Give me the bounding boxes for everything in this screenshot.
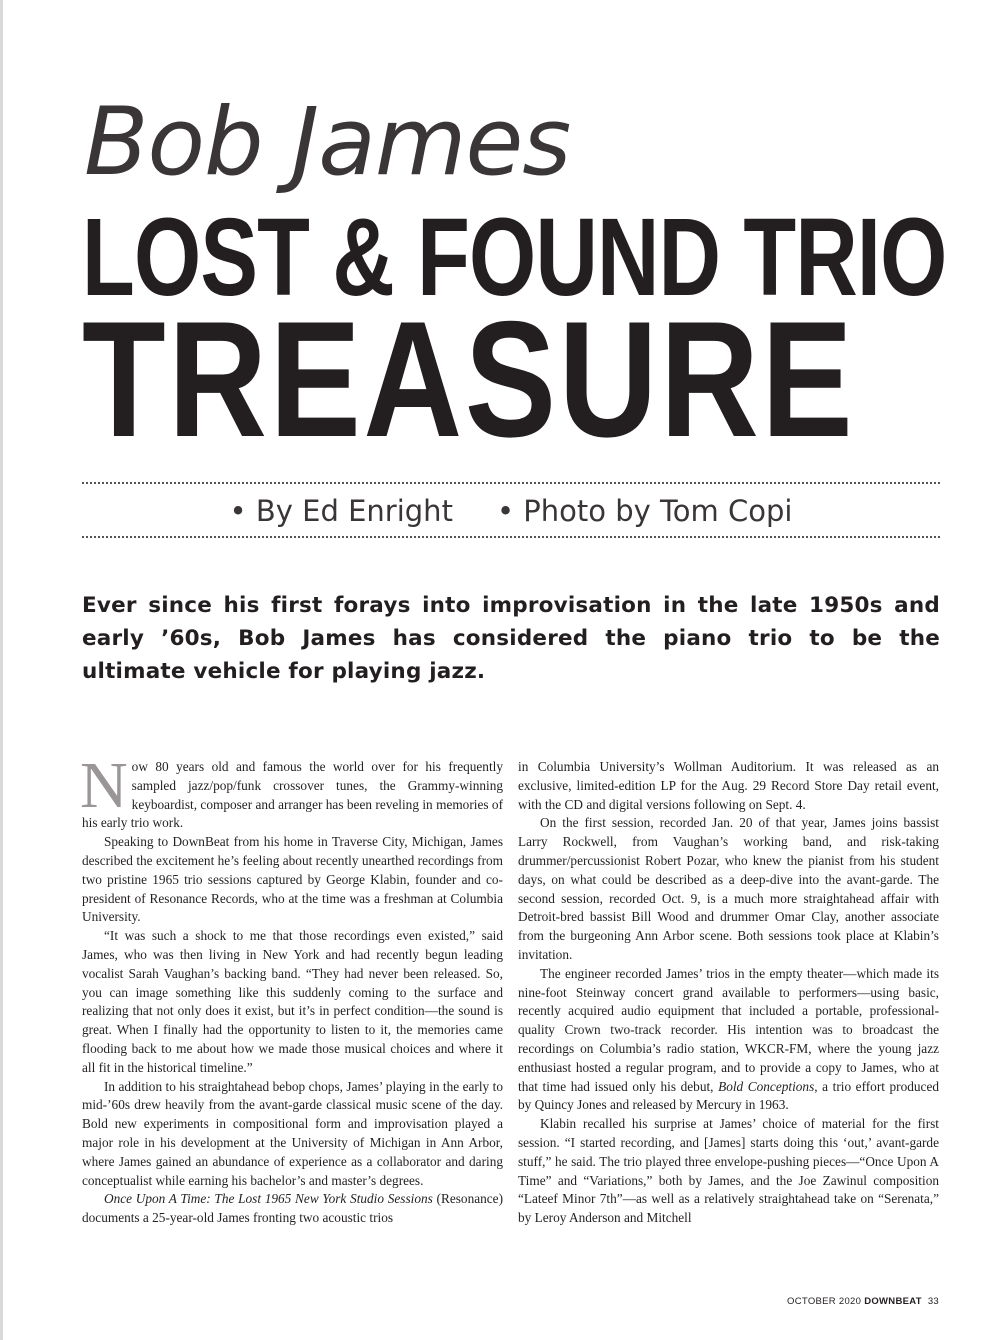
magazine-name: DOWNBEAT — [864, 1296, 922, 1307]
body-column-right — [518, 758, 939, 1228]
page-number: 33 — [927, 1296, 939, 1307]
headline-line-2: TREASURE — [82, 287, 856, 471]
issue-date: OCTOBER 2020 — [787, 1296, 862, 1307]
body-paragraph: In addition to his straightahead bebop chops, James’ playing in the early to mid-’60s drew heavily from the avant-garde classical music scene of the day. Bold new experiments in compositional form and improvisation played a major role in his development at the University of Michigan in Ann Arbor, where James gained an abundance of experience as a collaborator and daring conceptualist while earning his bachelor’s and master’s degrees. — [82, 1078, 503, 1188]
body-paragraph: Now 80 years old and famous the world over for his frequently sampled jazz/pop/funk crossover tunes, the Grammy-winning keyboardist, composer and arranger has been reveling in memories of his early trio work. — [80, 749, 503, 831]
byline: • By Ed Enright — [229, 494, 453, 528]
album-title: Bold Conceptions — [718, 1078, 815, 1094]
body-paragraph: The engineer recorded James’ trios in the empty theater—which made its nine-foot Steinway concert grand available to performers—using basic, recently acquired audio equipment that included a portable, professional-quality Crown two-track recorder. His intention was to broadcast the recordings on Columbia’s radio station, WKCR-FM, where the young jazz enthusiast hosted a regular program, and to provide a copy to James, who at that time had issued only his debut, Bold Conceptions, a trio effort produced by Quincy Jones and released by Mercury in 1963. — [518, 965, 940, 1113]
dotted-rule-bottom — [82, 536, 940, 538]
headline-line-1: LOST & FOUND TRIO — [82, 196, 947, 319]
article-kicker: Bob James — [84, 88, 571, 197]
body-paragraph: On the first session, recorded Jan. 20 of that year, James joins bassist Larry Rockwell, from Vaughan’s working band, and risk-taking drummer/percussionist Robert Pozar, who knew the pianist from his student days, on what could be described as a deep-dive into the avant-garde. The second session, recorded Oct. 9, is a much more straightahead affair with Detroit-bred bassist Bill Wood and drummer Omar Clay, another associate from the burgeoning Ann Arbor scene. Both sessions took place at Klabin’s invitation. — [518, 815, 939, 962]
dotted-rule-top — [82, 482, 940, 484]
body-paragraph: Klabin recalled his surprise at James’ choice of material for the first session. “I started recording, and [James] starts doing this ‘out,’ avant-garde stuff,” he said. The trio played three envelope-pushing pieces—“Once Upon A Time” and “Variations,” both by James, and the Joe Zawinul composition “Lateef Minor 7th”—as well as a relatively straightahead take on “Serenata,” by Leroy Anderson and Mitchell — [518, 1116, 939, 1226]
article-deck: Ever since his first forays into improvisation in the late 1950s and early ’60s, Bob James has considered the piano trio to be the ultimate vehicle for playing jazz. — [82, 593, 940, 684]
page-folio — [787, 1296, 939, 1307]
body-paragraph: “It was such a shock to me that those recordings even existed,” said James, who was then living in New York and had recently begun leading vocalist Sarah Vaughan’s backing band. “They had never been released. So, you can image something like this suddenly coming to the surface and realizing that not only does it exist, but it’s in perfect condition—the sound is great. When I finally had the opportunity to listen to it, the memories came flooding back to me about how we made those musical choices and where it all fit in the historical timeline.” — [82, 928, 503, 1075]
album-title: Once Upon A Time: The Lost 1965 New York Studio Sessions — [104, 1191, 433, 1207]
body-column-left — [80, 749, 504, 1228]
credits-line — [82, 491, 940, 531]
body-paragraph: in Columbia University’s Wollman Auditorium. It was released as an exclusive, limited-edition LP for the Aug. 29 Record Store Day retail event, with the CD and digital versions following on Sept. 4. — [518, 759, 939, 812]
body-paragraph: Once Upon A Time: The Lost 1965 New York Studio Sessions (Resonance) documents a 25-year-old James fronting two acoustic trios — [82, 1191, 504, 1226]
drop-cap: N — [80, 749, 128, 822]
body-paragraph: Speaking to DownBeat from his home in Traverse City, Michigan, James described the excitement he’s feeling about recently unearthed recordings from two pristine 1965 trio sessions captured by George Klabin, founder and co-president of Resonance Records, who at the time was a freshman at Columbia University. — [82, 834, 503, 925]
photo-credit: • Photo by Tom Copi — [496, 494, 793, 528]
page-edge — [0, 0, 3, 1340]
